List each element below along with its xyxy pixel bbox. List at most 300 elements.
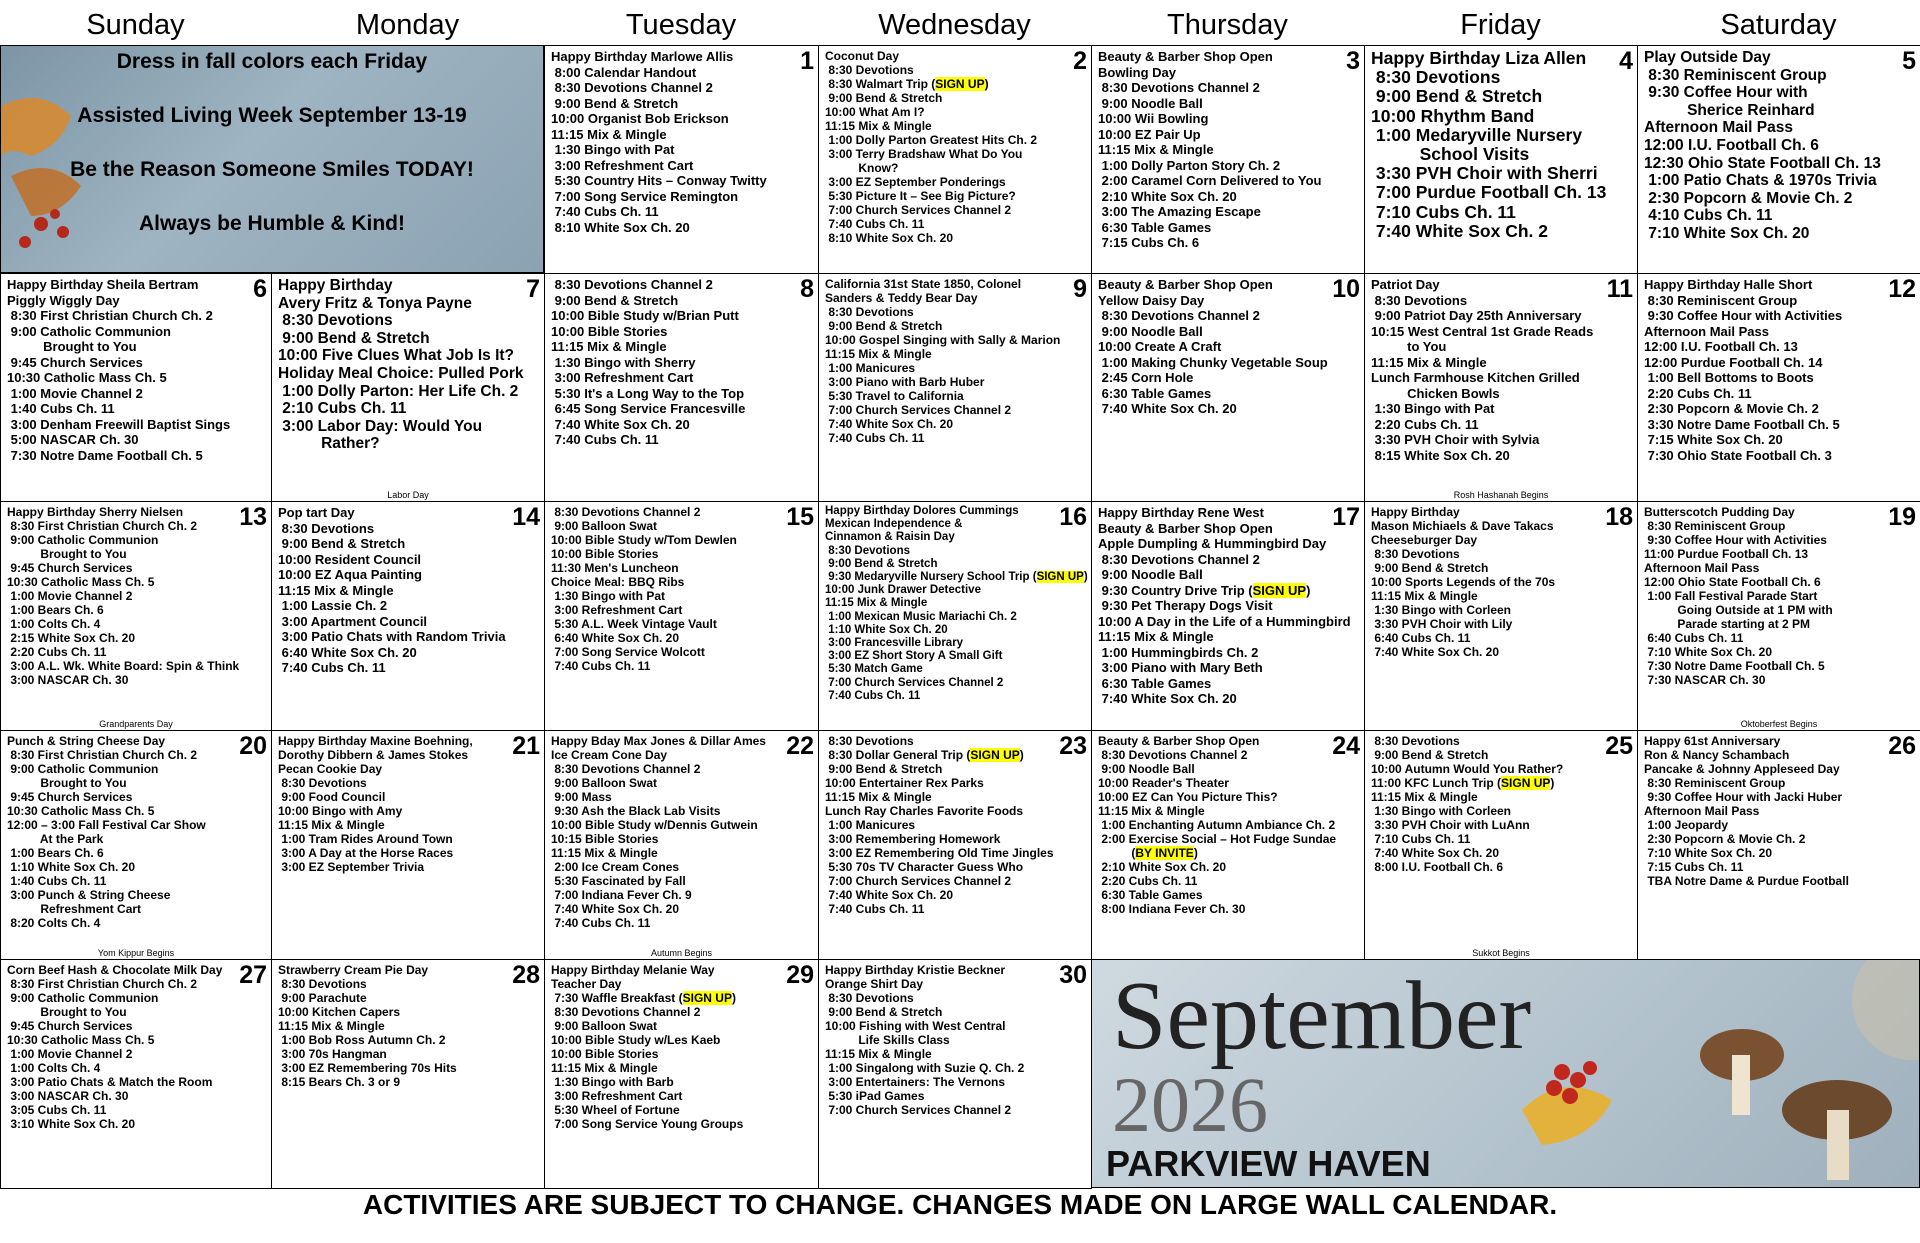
activity-line bbox=[278, 521, 540, 537]
activity-text: Holiday Meal Choice: Pulled Pork bbox=[278, 364, 524, 382]
activity-text: 10:00 Create A Craft bbox=[1098, 339, 1222, 354]
activity-line bbox=[1644, 505, 1916, 519]
activity-text: 1:00 Hummingbirds Ch. 2 bbox=[1098, 644, 1259, 660]
activity-line bbox=[278, 790, 540, 804]
activity-text: 10:00 Bingo with Amy bbox=[278, 804, 403, 818]
activity-text: 10:00 What Am I? bbox=[825, 105, 925, 119]
activity-line bbox=[551, 158, 814, 174]
activity-line bbox=[278, 804, 540, 818]
day-number: 26 bbox=[1888, 732, 1916, 760]
signup-highlight: SIGN UP bbox=[1501, 776, 1551, 790]
activity-text: 9:00 Bend & Stretch bbox=[825, 762, 943, 776]
weekday-saturday: Saturday bbox=[1720, 9, 1837, 41]
signup-highlight: SIGN UP bbox=[682, 991, 732, 1005]
activity-text: 8:15 White Sox Ch. 20 bbox=[1371, 447, 1510, 463]
activity-list bbox=[551, 963, 814, 1131]
activity-text: 3:30 PVH Choir with Lily bbox=[1371, 617, 1513, 631]
activity-text: 1:00 Movie Channel 2 bbox=[7, 385, 143, 401]
holiday-note: Yom Kippur Begins bbox=[97, 948, 175, 958]
activity-line bbox=[825, 776, 1087, 790]
activity-text: 8:30 Walmart Trip ( bbox=[825, 77, 936, 91]
activity-line bbox=[7, 1019, 267, 1033]
activity-line bbox=[1644, 561, 1916, 575]
activity-line bbox=[278, 277, 540, 295]
activity-text: 9:45 Church Services bbox=[7, 790, 133, 804]
activity-line bbox=[1371, 68, 1633, 87]
activity-line bbox=[551, 127, 814, 143]
activity-text: 9:00 Bend & Stretch bbox=[1371, 561, 1489, 575]
activity-line bbox=[1371, 448, 1633, 464]
activity-line bbox=[1371, 107, 1633, 126]
activity-line bbox=[7, 874, 267, 888]
activity-line bbox=[7, 1061, 267, 1075]
activity-text: At the Park bbox=[7, 832, 104, 846]
day-cell-4 bbox=[1364, 45, 1638, 274]
activity-line bbox=[1371, 126, 1633, 145]
activity-text: 2:20 Cubs Ch. 11 bbox=[1098, 874, 1198, 888]
activity-text: 10:00 Bible Stories bbox=[551, 1047, 659, 1061]
activity-text: 7:40 Cubs Ch. 11 bbox=[278, 660, 386, 675]
day-cell-29 bbox=[544, 959, 819, 1189]
activity-line bbox=[7, 1089, 267, 1103]
activity-text: Going Outside at 1 PM with bbox=[1644, 603, 1833, 617]
activity-line bbox=[551, 1103, 814, 1117]
activity-line bbox=[1098, 127, 1360, 143]
activity-text: Avery Fritz & Tonya Payne bbox=[278, 294, 472, 312]
activity-line bbox=[1371, 533, 1633, 547]
activity-text: 7:10 White Sox Ch. 20 bbox=[1644, 224, 1810, 242]
activity-text: 12:30 Ohio State Football Ch. 13 bbox=[1644, 154, 1881, 172]
activity-line bbox=[825, 347, 1087, 361]
activity-line bbox=[825, 790, 1087, 804]
activity-text: 7:00 Church Services Channel 2 bbox=[825, 874, 1012, 888]
activity-text: 11:15 Mix & Mingle bbox=[278, 818, 385, 832]
activity-text: 6:30 Table Games bbox=[1098, 888, 1203, 902]
activity-line bbox=[1371, 762, 1633, 776]
activity-line bbox=[7, 846, 267, 860]
activity-text: 8:30 Devotions bbox=[1371, 547, 1460, 561]
activity-line bbox=[551, 189, 814, 205]
activity-line bbox=[1644, 386, 1916, 402]
activity-text: 10:30 Catholic Mass Ch. 5 bbox=[7, 370, 167, 385]
activity-text: 3:00 Labor Day: Would You bbox=[278, 417, 483, 435]
activity-text: 9:30 Country Drive Trip ( bbox=[1098, 582, 1253, 598]
activity-line bbox=[825, 571, 1087, 584]
activity-line bbox=[278, 963, 540, 977]
activity-text: 7:40 White Sox Ch. 20 bbox=[1371, 645, 1500, 659]
activity-line bbox=[1371, 832, 1633, 846]
activity-text: 8:30 Devotions bbox=[278, 520, 375, 536]
activity-line bbox=[7, 631, 267, 645]
activity-text: 11:15 Mix & Mingle bbox=[1098, 804, 1205, 818]
activity-text: 3:00 EZ September Trivia bbox=[278, 860, 425, 874]
activity-text: 10:00 EZ Aqua Painting bbox=[278, 567, 422, 582]
activity-line bbox=[551, 204, 814, 220]
activity-line bbox=[278, 1075, 540, 1089]
day-number: 8 bbox=[800, 275, 814, 303]
activity-line bbox=[7, 533, 267, 547]
activity-line bbox=[1644, 547, 1916, 561]
activity-text: 2:10 White Sox Ch. 20 bbox=[1098, 860, 1227, 874]
activity-text-tail: ) bbox=[1193, 846, 1198, 860]
activity-line bbox=[7, 804, 267, 818]
activity-list bbox=[1644, 277, 1916, 463]
activity-line bbox=[551, 846, 814, 860]
activity-line bbox=[551, 1075, 814, 1089]
activity-line bbox=[1644, 673, 1916, 687]
activity-line bbox=[825, 1005, 1087, 1019]
activity-text: 3:00 EZ September Ponderings bbox=[825, 175, 1006, 189]
activity-text: 10:30 Catholic Mass Ch. 5 bbox=[7, 575, 155, 589]
activity-list bbox=[7, 963, 267, 1131]
activity-line bbox=[1098, 65, 1360, 81]
activity-line bbox=[7, 519, 267, 533]
activity-text: 5:00 NASCAR Ch. 30 bbox=[7, 432, 139, 447]
activity-text: 1:30 Bingo with Pat bbox=[1371, 401, 1495, 416]
activity-text: 8:30 Devotions bbox=[825, 63, 914, 77]
activity-list bbox=[551, 49, 814, 235]
activity-text: 6:40 Cubs Ch. 11 bbox=[1371, 631, 1471, 645]
activity-text: Happy Birthday Marlowe Allis bbox=[551, 49, 734, 64]
activity-line bbox=[825, 389, 1087, 403]
activity-text: 8:30 Devotions Channel 2 bbox=[1098, 551, 1260, 567]
activity-line bbox=[1098, 748, 1360, 762]
activity-line bbox=[1644, 172, 1916, 190]
activity-text: Parade starting at 2 PM bbox=[1644, 617, 1811, 631]
activity-line bbox=[1644, 645, 1916, 659]
activity-text: 10:00 Bible Stories bbox=[551, 547, 659, 561]
activity-line bbox=[551, 519, 814, 533]
activity-line bbox=[7, 448, 267, 464]
activity-text: 7:30 Ohio State Football Ch. 3 bbox=[1644, 447, 1832, 463]
activity-text: 12:00 Ohio State Football Ch. 6 bbox=[1644, 575, 1821, 589]
activity-text: 11:15 Mix & Mingle bbox=[825, 1047, 932, 1061]
activity-text: Pop tart Day bbox=[278, 505, 355, 520]
activity-line bbox=[7, 1047, 267, 1061]
day-number: 29 bbox=[786, 961, 814, 989]
activity-list bbox=[7, 277, 267, 463]
activity-text: 1:00 Mexican Music Mariachi Ch. 2 bbox=[825, 610, 1017, 623]
activity-list bbox=[7, 734, 267, 930]
activity-text: 1:30 Bingo with Sherry bbox=[551, 354, 696, 370]
day-number: 5 bbox=[1902, 47, 1916, 75]
activity-line bbox=[825, 417, 1087, 431]
activity-line bbox=[551, 111, 814, 127]
activity-line bbox=[1644, 102, 1916, 120]
activity-list bbox=[1098, 49, 1360, 251]
activity-line bbox=[825, 874, 1087, 888]
activity-text: 8:30 Devotions bbox=[825, 305, 914, 319]
activity-line bbox=[1644, 762, 1916, 776]
activity-line bbox=[825, 1033, 1087, 1047]
activity-line bbox=[1644, 448, 1916, 464]
activity-text: 1:00 Bears Ch. 6 bbox=[7, 846, 104, 860]
activity-line bbox=[1098, 762, 1360, 776]
activity-text: 11:00 Purdue Football Ch. 13 bbox=[1644, 547, 1809, 561]
activity-line bbox=[278, 860, 540, 874]
activity-line bbox=[825, 217, 1087, 231]
activity-text: 5:30 Match Game bbox=[825, 663, 923, 676]
activity-line bbox=[825, 818, 1087, 832]
activity-line bbox=[1644, 401, 1916, 417]
activity-text: 5:30 Wheel of Fortune bbox=[551, 1103, 680, 1117]
signup-highlight: SIGN UP bbox=[1036, 571, 1084, 584]
activity-line bbox=[1371, 631, 1633, 645]
activity-line bbox=[551, 417, 814, 433]
activity-text: Happy Birthday bbox=[1371, 505, 1460, 519]
activity-text: 3:00 Refreshment Cart bbox=[551, 603, 683, 617]
activity-text: 1:00 Making Chunky Vegetable Soup bbox=[1098, 354, 1328, 370]
activity-text: 8:30 Devotions Channel 2 bbox=[1098, 748, 1248, 762]
activity-list bbox=[7, 505, 267, 687]
activity-text: 1:30 Bingo with Pat bbox=[551, 589, 666, 603]
activity-line bbox=[1371, 860, 1633, 874]
activity-line bbox=[1098, 552, 1360, 568]
activity-line bbox=[551, 963, 814, 977]
activity-text-tail: ) bbox=[1083, 571, 1088, 584]
activity-text: 6:30 Table Games bbox=[1098, 385, 1212, 401]
activity-line bbox=[7, 308, 267, 324]
activity-text: 11:15 Mix & Mingle bbox=[1371, 589, 1478, 603]
day-cell-9 bbox=[818, 273, 1092, 502]
activity-line bbox=[278, 536, 540, 552]
activity-text: ( bbox=[1098, 846, 1136, 860]
activity-text: 1:00 Medaryville Nursery bbox=[1371, 124, 1583, 145]
activity-line bbox=[825, 49, 1087, 63]
activity-text: 2:20 Cubs Ch. 11 bbox=[1644, 385, 1752, 401]
activity-line bbox=[7, 1103, 267, 1117]
activity-text: Afternoon Mail Pass bbox=[1644, 561, 1760, 575]
activity-text: Mason Michiaels & Dave Takacs bbox=[1371, 519, 1554, 533]
day-cell-1 bbox=[544, 45, 819, 274]
activity-text: 10:00 Bible Study w/Tom Dewlen bbox=[551, 533, 737, 547]
activity-line bbox=[7, 293, 267, 309]
activity-line bbox=[1371, 846, 1633, 860]
activity-text: 10:00 Bible Study w/Les Kaeb bbox=[551, 1033, 721, 1047]
activity-line bbox=[551, 818, 814, 832]
activity-line bbox=[1371, 164, 1633, 183]
activity-text: 3:30 PVH Choir with Sherri bbox=[1371, 163, 1598, 184]
activity-line bbox=[7, 324, 267, 340]
activity-line bbox=[825, 637, 1087, 650]
activity-line bbox=[551, 860, 814, 874]
activity-text: 8:30 Devotions bbox=[1371, 292, 1468, 308]
activity-line bbox=[825, 584, 1087, 597]
activity-text: 8:30 Dollar General Trip ( bbox=[825, 748, 971, 762]
activity-text: 7:00 Indiana Fever Ch. 9 bbox=[551, 888, 692, 902]
activity-line bbox=[551, 659, 814, 673]
activity-line bbox=[7, 963, 267, 977]
weekday-thursday: Thursday bbox=[1167, 9, 1288, 41]
activity-line bbox=[551, 65, 814, 81]
activity-text: 1:40 Cubs Ch. 11 bbox=[7, 401, 115, 416]
activity-text: Yellow Daisy Day bbox=[1098, 292, 1205, 308]
activity-line bbox=[1371, 432, 1633, 448]
activity-text: 10:15 Bible Stories bbox=[551, 832, 659, 846]
day-number: 28 bbox=[512, 961, 540, 989]
activity-text: 2:20 Cubs Ch. 11 bbox=[7, 645, 107, 659]
activity-text: 8:30 Devotions Channel 2 bbox=[1098, 308, 1260, 323]
activity-line bbox=[1644, 49, 1916, 67]
activity-text: 5:30 iPad Games bbox=[825, 1089, 925, 1103]
activity-text: Brought to You bbox=[7, 339, 137, 354]
activity-text: 7:00 Church Services Channel 2 bbox=[825, 1103, 1012, 1117]
activity-text: 7:10 White Sox Ch. 20 bbox=[1644, 846, 1773, 860]
activity-text: 3:00 Refreshment Cart bbox=[551, 370, 694, 385]
activity-text: Patriot Day bbox=[1371, 277, 1440, 292]
day-number: 18 bbox=[1605, 503, 1633, 531]
activity-text: Life Skills Class bbox=[825, 1033, 950, 1047]
day-number: 30 bbox=[1059, 961, 1087, 989]
day-cell-7 bbox=[271, 273, 545, 502]
activity-text: 7:30 NASCAR Ch. 30 bbox=[1644, 673, 1766, 687]
activity-text: 10:00 Fishing with West Central bbox=[825, 1019, 1006, 1033]
activity-line bbox=[825, 203, 1087, 217]
activity-line bbox=[551, 370, 814, 386]
activity-text: Refreshment Cart bbox=[7, 902, 142, 916]
activity-text: 3:00 EZ Short Story A Small Gift bbox=[825, 650, 1003, 663]
activity-text: 1:00 Manicures bbox=[825, 361, 916, 375]
activity-text: 3:30 PVH Choir with LuAnn bbox=[1371, 818, 1530, 832]
activity-text: 10:00 Organist Bob Erickson bbox=[551, 111, 729, 126]
activity-text: 1:10 White Sox Ch. 20 bbox=[825, 623, 948, 636]
activity-text: 8:10 White Sox Ch. 20 bbox=[551, 219, 690, 235]
activity-line bbox=[1098, 339, 1360, 355]
activity-line bbox=[7, 547, 267, 561]
activity-text: 3:00 Entertainers: The Vernons bbox=[825, 1075, 1006, 1089]
day-number: 1 bbox=[800, 47, 814, 75]
activity-line bbox=[825, 846, 1087, 860]
activity-line bbox=[278, 748, 540, 762]
weekday-sunday: Sunday bbox=[86, 9, 185, 41]
activity-line bbox=[1098, 567, 1360, 583]
activity-line bbox=[825, 189, 1087, 203]
activity-list bbox=[278, 963, 540, 1089]
activity-text: 8:20 Colts Ch. 4 bbox=[7, 916, 101, 930]
activity-text: 6:40 White Sox Ch. 20 bbox=[278, 644, 417, 660]
activity-text: 2:00 Caramel Corn Delivered to You bbox=[1098, 173, 1322, 188]
activity-line bbox=[825, 650, 1087, 663]
activity-line bbox=[825, 804, 1087, 818]
activity-line bbox=[1098, 629, 1360, 645]
activity-line bbox=[1644, 790, 1916, 804]
activity-line bbox=[825, 531, 1087, 544]
day-number: 14 bbox=[512, 503, 540, 531]
day-cell-22 bbox=[544, 730, 819, 960]
activity-line bbox=[1644, 155, 1916, 173]
activity-line bbox=[278, 762, 540, 776]
activity-line bbox=[825, 518, 1087, 531]
activity-line bbox=[1371, 575, 1633, 589]
activity-line bbox=[825, 133, 1087, 147]
activity-line bbox=[551, 874, 814, 888]
activity-line bbox=[1371, 145, 1633, 164]
activity-line bbox=[1098, 80, 1360, 96]
activity-text: 11:15 Mix & Mingle bbox=[1371, 790, 1478, 804]
activity-text: School Visits bbox=[1371, 144, 1530, 165]
activity-line bbox=[1644, 617, 1916, 631]
activity-text: 3:00 Terry Bradshaw What Do You bbox=[825, 147, 1023, 161]
activity-text: 1:00 Fall Festival Parade Start bbox=[1644, 589, 1818, 603]
activity-list bbox=[825, 963, 1087, 1117]
activity-line bbox=[551, 142, 814, 158]
activity-line bbox=[1098, 386, 1360, 402]
activity-line bbox=[1644, 355, 1916, 371]
activity-text: 10:30 Catholic Mass Ch. 5 bbox=[7, 804, 155, 818]
activity-line bbox=[1371, 818, 1633, 832]
activity-text: 9:00 Noodle Ball bbox=[1098, 323, 1203, 339]
activity-text: 9:00 Parachute bbox=[278, 991, 367, 1005]
activity-line bbox=[1098, 660, 1360, 676]
activity-line bbox=[1371, 776, 1633, 790]
activity-line bbox=[278, 991, 540, 1005]
activity-text: 1:00 Dolly Parton: Her Life Ch. 2 bbox=[278, 382, 519, 400]
activity-text: 2:00 Exercise Social – Hot Fudge Sundae bbox=[1098, 832, 1337, 846]
activity-line bbox=[7, 370, 267, 386]
activity-line bbox=[278, 365, 540, 383]
activity-line bbox=[825, 1019, 1087, 1033]
activity-text: 3:00 NASCAR Ch. 30 bbox=[7, 1089, 129, 1103]
activity-line bbox=[825, 690, 1087, 703]
activity-text: 8:30 Devotions bbox=[1371, 734, 1460, 748]
activity-line bbox=[825, 624, 1087, 637]
activity-text: Brought to You bbox=[7, 1005, 127, 1019]
activity-text: 6:40 Cubs Ch. 11 bbox=[1644, 631, 1744, 645]
activity-text: 11:15 Mix & Mingle bbox=[825, 347, 932, 361]
activity-text: 7:30 Notre Dame Football Ch. 5 bbox=[7, 447, 203, 463]
activity-text: 8:00 Indiana Fever Ch. 30 bbox=[1098, 902, 1246, 916]
activity-text: 10:00 Rhythm Band bbox=[1371, 105, 1535, 126]
day-cell-25 bbox=[1364, 730, 1638, 960]
activity-list bbox=[1371, 277, 1633, 463]
activity-text: 7:40 Cubs Ch. 11 bbox=[551, 916, 651, 930]
activity-text: 3:00 The Amazing Escape bbox=[1098, 204, 1261, 219]
activity-text: 9:00 Noodle Ball bbox=[1098, 567, 1203, 582]
activity-text: Happy Birthday Rene West bbox=[1098, 505, 1264, 520]
activity-line bbox=[1644, 119, 1916, 137]
activity-text: 9:00 Catholic Communion bbox=[7, 533, 159, 547]
activity-text: 8:30 Reminiscent Group bbox=[1644, 776, 1786, 790]
activity-line bbox=[551, 1117, 814, 1131]
activity-text: Chicken Bowls bbox=[1371, 385, 1500, 401]
activity-text: 9:00 Bend & Stretch bbox=[551, 292, 679, 308]
activity-line bbox=[1371, 401, 1633, 417]
activity-text: 3:30 Notre Dame Football Ch. 5 bbox=[1644, 416, 1840, 432]
activity-line bbox=[825, 119, 1087, 133]
activity-text: Rather? bbox=[278, 435, 380, 453]
activity-line bbox=[1371, 324, 1633, 340]
activity-line bbox=[7, 734, 267, 748]
activity-text: 11:15 Mix & Mingle bbox=[825, 119, 932, 133]
activity-line bbox=[551, 339, 814, 355]
activity-list bbox=[551, 277, 814, 448]
activity-line bbox=[1644, 84, 1916, 102]
activity-text: 1:00 Dolly Parton Greatest Hits Ch. 2 bbox=[825, 133, 1038, 147]
activity-line bbox=[1644, 575, 1916, 589]
activity-line bbox=[7, 386, 267, 402]
activity-text: 3:00 Apartment Council bbox=[278, 613, 428, 629]
activity-text-tail: ) bbox=[1550, 776, 1555, 790]
activity-text: 12:00 I.U. Football Ch. 6 bbox=[1644, 136, 1819, 154]
weekday-tuesday: Tuesday bbox=[625, 9, 737, 41]
activity-line bbox=[7, 888, 267, 902]
activity-text: 1:30 Bingo with Corleen bbox=[1371, 804, 1512, 818]
activity-line bbox=[7, 832, 267, 846]
activity-text: 9:00 Bend & Stretch bbox=[825, 1005, 943, 1019]
activity-line bbox=[7, 776, 267, 790]
activity-text: 9:45 Church Services bbox=[7, 354, 143, 370]
activity-line bbox=[1644, 818, 1916, 832]
